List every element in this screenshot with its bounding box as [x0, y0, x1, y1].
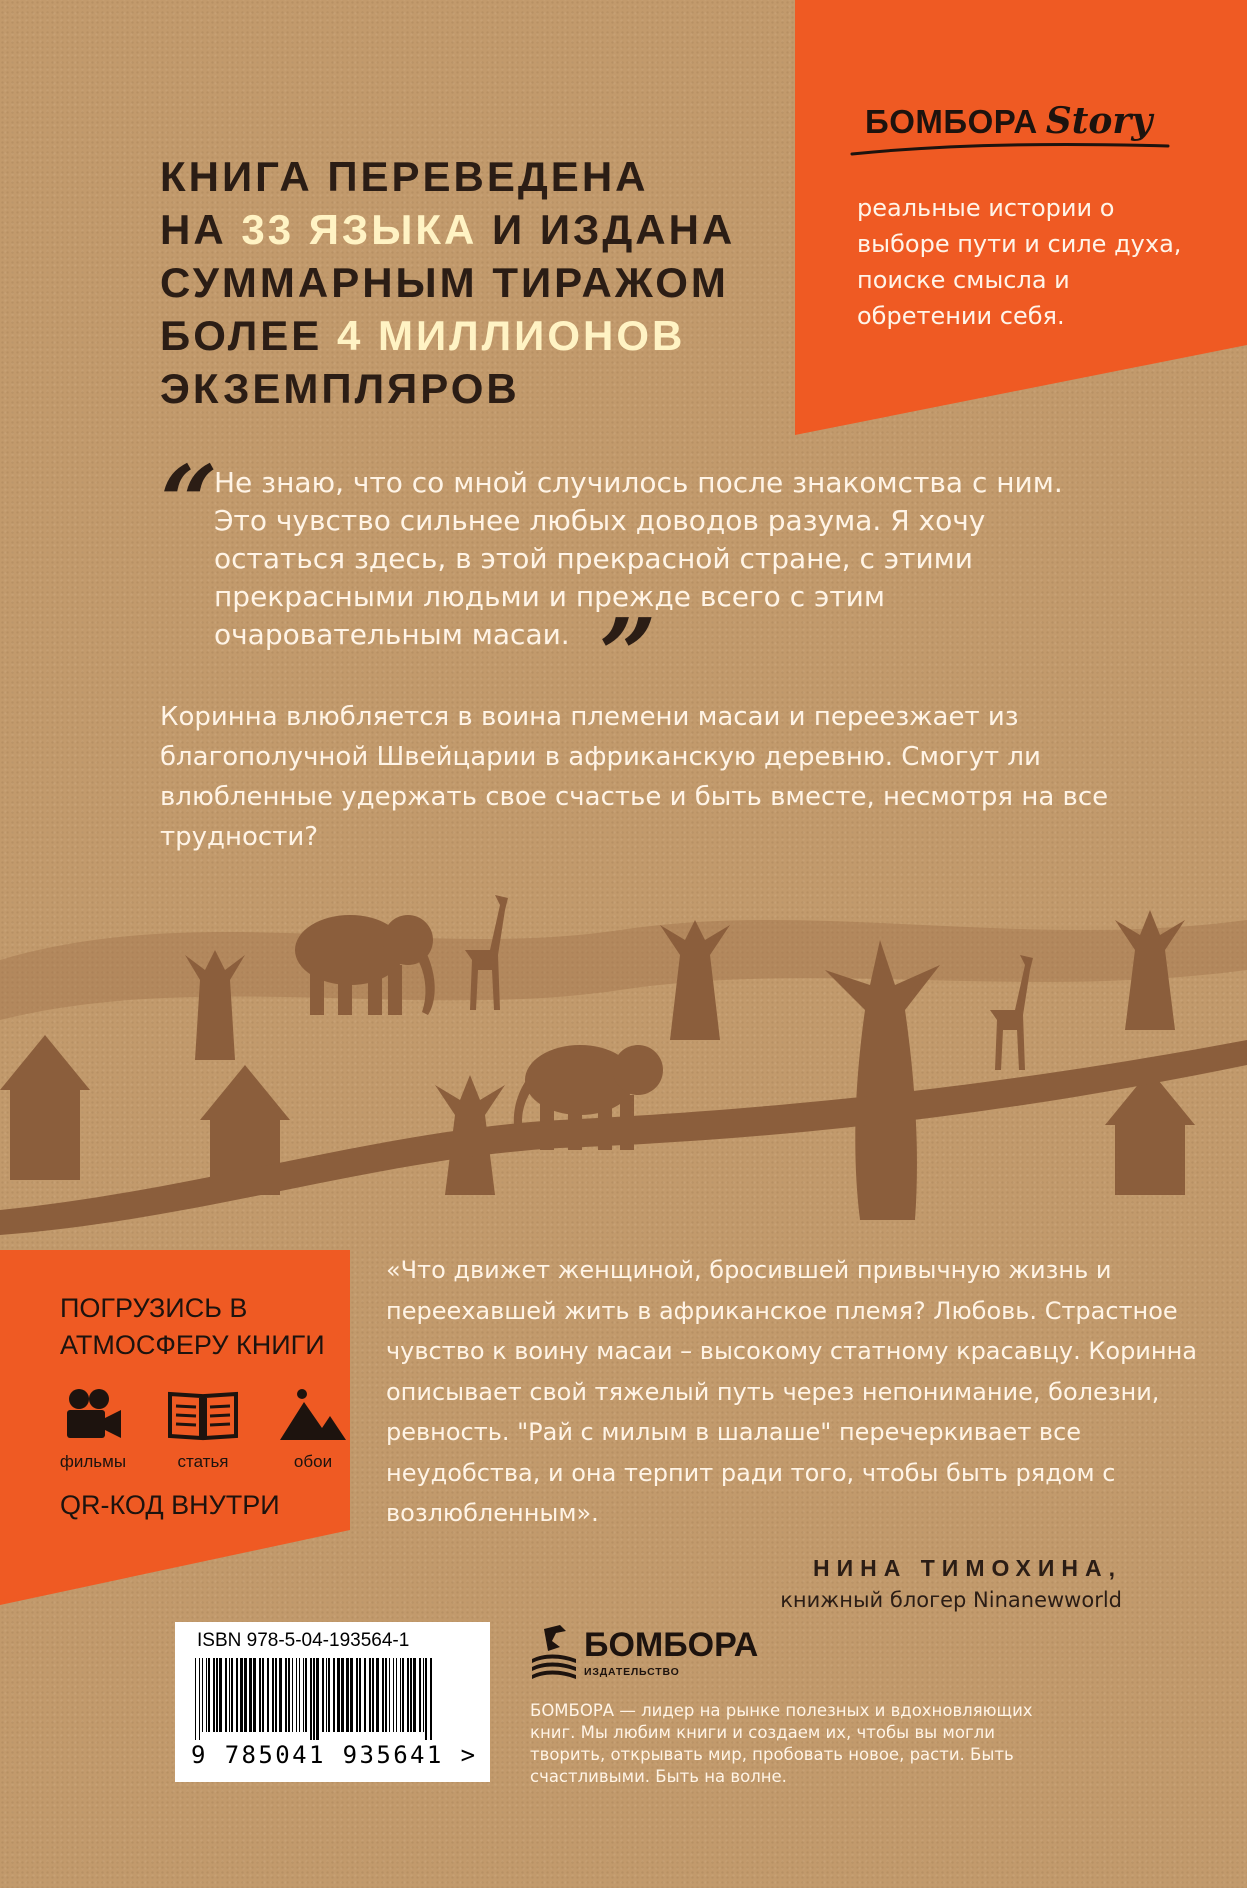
- publisher-logo: [530, 1623, 758, 1683]
- open-book-icon: [167, 1388, 239, 1442]
- barcode-bar: [231, 1658, 233, 1732]
- reviewer-name: НИНА ТИМОХИНА,: [813, 1555, 1122, 1581]
- barcode-bar: [202, 1658, 203, 1732]
- barcode-bar: [376, 1658, 379, 1732]
- barcode-bar: [206, 1658, 207, 1732]
- headline-copies: 4 МИЛЛИОНОВ: [336, 312, 686, 359]
- headline-line-2a: НА: [160, 206, 242, 253]
- film-camera-icon: [63, 1388, 123, 1442]
- publisher-description: БОМБОРА — лидер на рынке полезных и вдохновляющих книг. Мы любим книги и создаем их, чтобы вы могли творить, открывать мир, пробовать новое, расти. Быть счастливыми. Быть на волне.: [530, 1701, 1033, 1786]
- barcode-bar: [396, 1658, 397, 1732]
- barcode-bar: [229, 1658, 230, 1732]
- qr-item-wallpapers: [268, 1388, 358, 1472]
- qr-label-wallpapers: обои: [293, 1452, 333, 1471]
- barcode-bar: [236, 1658, 238, 1732]
- barcode-bar: [341, 1658, 344, 1732]
- barcode-bar: [372, 1658, 374, 1732]
- headline-line-3: СУММАРНЫМ ТИРАЖОМ: [160, 259, 729, 306]
- barcode-bar: [393, 1658, 394, 1732]
- headline-line-1: КНИГА ПЕРЕВЕДЕНА: [160, 153, 649, 200]
- isbn-number: ISBN 978-5-04-193564-1: [197, 1630, 410, 1651]
- book-synopsis: Коринна влюбляется в воина племени масаи и переезжает из благополучной Швейцарии в африканскую деревню. Смогут ли влюбленные удержать свое счастье и быть вместе, несмотря на все трудности?: [160, 702, 1109, 852]
- barcode-bar: [313, 1658, 315, 1740]
- qr-icon-row: [48, 1388, 358, 1472]
- barcode-bar: [310, 1658, 312, 1740]
- qr-code-note: QR-КОД ВНУТРИ: [60, 1490, 280, 1520]
- barcode-bar: [288, 1658, 290, 1732]
- barcode-bar: [400, 1658, 401, 1732]
- barcode-bar: [292, 1658, 293, 1732]
- barcode-bar: [337, 1658, 340, 1732]
- barcode-bar: [430, 1658, 432, 1740]
- barcode-bar: [259, 1658, 261, 1732]
- barcode-bar: [213, 1658, 215, 1732]
- barcode-bar: [350, 1658, 353, 1732]
- barcode-bar: [316, 1658, 319, 1740]
- barcode-bar: [410, 1658, 412, 1732]
- savanna-illustration: [0, 890, 1247, 1250]
- publisher-subtitle: ИЗДАТЕЛЬСТВО: [584, 1666, 680, 1678]
- barcode-bar: [322, 1658, 324, 1732]
- barcode-bar: [364, 1658, 366, 1732]
- hut-silhouette: [0, 1035, 90, 1180]
- barcode-bar: [389, 1658, 390, 1732]
- barcode-bar: [356, 1658, 358, 1732]
- barcode-bar: [333, 1658, 335, 1732]
- barcode-bar: [216, 1658, 218, 1732]
- qr-label-films: фильмы: [59, 1452, 127, 1471]
- mountains-icon: [278, 1388, 348, 1442]
- barcode-bar: [240, 1658, 243, 1732]
- series-tagline: реальные истории о выборе пути и силе духа, поиске смысла и обретении себя.: [857, 194, 1182, 330]
- barcode-bar: [275, 1658, 277, 1732]
- barcode-bar: [369, 1658, 371, 1732]
- headline-line-2b: И ИЗДАНА: [477, 206, 736, 253]
- barcode-bar: [279, 1658, 282, 1732]
- barcode-bar: [249, 1658, 252, 1732]
- publisher-wave-icon: [530, 1623, 580, 1683]
- barcode-bar: [328, 1658, 330, 1732]
- barcode-bar: [359, 1658, 361, 1732]
- barcode-bar: [208, 1658, 210, 1732]
- series-name: Story: [1045, 100, 1153, 142]
- barcode-bar: [303, 1658, 304, 1732]
- barcode-bar: [419, 1658, 421, 1732]
- barcode-bar: [402, 1658, 404, 1732]
- isbn-barcode: [175, 1622, 490, 1782]
- baobab-tree: [185, 950, 245, 1060]
- barcode-bar: [225, 1658, 227, 1732]
- qr-promo-panel: [0, 1250, 350, 1605]
- barcode-bar: [253, 1658, 256, 1732]
- barcode-bars: [195, 1658, 435, 1740]
- series-brand-name: БОМБОРА: [865, 103, 1038, 140]
- barcode-bar: [423, 1658, 424, 1732]
- barcode-bar: [195, 1658, 196, 1740]
- qr-item-films: [48, 1388, 138, 1472]
- barcode-bar: [413, 1658, 416, 1732]
- barcode-bar: [199, 1658, 200, 1740]
- barcode-bar: [244, 1658, 247, 1732]
- translation-headline: [160, 150, 735, 415]
- headline-line-4a: БОЛЕЕ: [160, 312, 337, 359]
- headline-line-5: ЭКЗЕМПЛЯРОВ: [160, 365, 520, 412]
- barcode-bar: [219, 1658, 222, 1732]
- illustration-band-upper: [0, 920, 1247, 1020]
- barcode-bar: [425, 1658, 427, 1740]
- series-label-panel: [795, 0, 1247, 435]
- quote-open-mark: “: [142, 443, 226, 561]
- barcode-bar: [385, 1658, 387, 1732]
- barcode-bar: [272, 1658, 274, 1732]
- series-underline-stroke: [850, 136, 1170, 166]
- publisher-name: БОМБОРА: [584, 1626, 759, 1664]
- publisher-wordmark: [584, 1628, 758, 1678]
- barcode-bar: [407, 1658, 409, 1732]
- barcode-bar: [346, 1658, 349, 1732]
- reviewer-role: книжный блогер Ninanewworld: [780, 1588, 1122, 1612]
- barcode-bar: [285, 1658, 287, 1732]
- barcode-bar: [382, 1658, 384, 1732]
- headline-languages: 33 ЯЗЫКА: [241, 206, 478, 253]
- blogger-review: «Что движет женщиной, бросившей привычную жизнь и переехавшей жить в африканское племя? Любовь. Страстное чувство к воину масаи – высокому статному красавцу. Коринна описывает свой тяжелый путь через непонимание, болезни, ревность. "Рай с милым в шалаше" перечеркивает все неудобства, и она терпит ради того, чтобы быть рядом с возлюбленным».: [386, 1256, 1197, 1527]
- barcode-bar: [296, 1658, 297, 1732]
- barcode-bar: [262, 1658, 264, 1732]
- baobab-tree: [825, 940, 940, 1220]
- book-quote: Не знаю, что со мной случилось после знакомства с ним. Это чувство сильнее любых доводов разума. Я хочу остаться здесь, в этой прекрасной стране, с этими прекрасными людьми и прежде всего с этим очаровательным масаи.: [214, 466, 1063, 651]
- review-attribution: [780, 1555, 1122, 1612]
- barcode-bar: [267, 1658, 269, 1732]
- barcode-digits: 9 785041 935641 >: [191, 1741, 478, 1769]
- quote-close-mark: ”: [581, 596, 665, 714]
- qr-item-article: [158, 1388, 248, 1472]
- qr-promo-heading: ПОГРУЗИСЬ В АТМОСФЕРУ КНИГИ: [60, 1293, 325, 1360]
- barcode-bar: [299, 1658, 300, 1732]
- qr-label-article: статья: [177, 1452, 229, 1471]
- barcode-bar: [305, 1658, 307, 1732]
- barcode-bar: [326, 1658, 327, 1732]
